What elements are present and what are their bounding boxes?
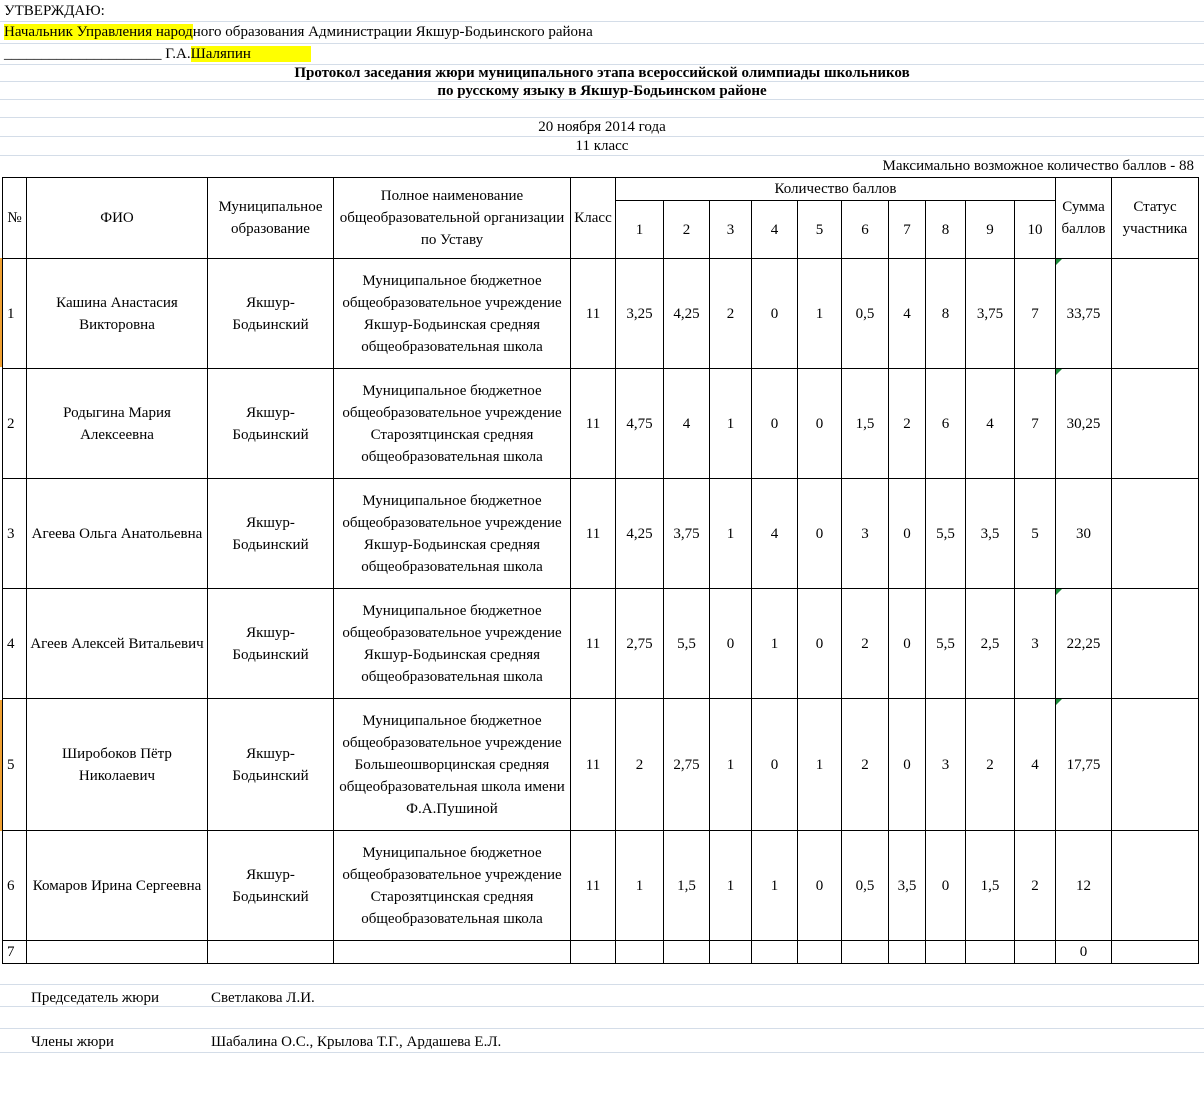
approver-position (4, 23, 1204, 41)
cell-score: 2 (616, 699, 664, 831)
cell-score (1015, 941, 1056, 964)
col-header-municipality: Муниципальное образование (208, 178, 334, 259)
cell-score: 5 (1015, 479, 1056, 589)
col-header-task: 10 (1015, 201, 1056, 259)
col-header-task: 2 (664, 201, 710, 259)
cell-num: 7 (3, 941, 27, 964)
cell-score: 4,25 (664, 259, 710, 369)
cell-score: 1,5 (664, 831, 710, 941)
cell-score: 5,5 (664, 589, 710, 699)
cell-municipality: Якшур-Бодьинский (208, 479, 334, 589)
cell-num: 4 (3, 589, 27, 699)
jury-chair-name: Светлакова Л.И. (211, 990, 315, 1006)
col-header-task: 3 (710, 201, 752, 259)
cell-score: 1 (798, 699, 842, 831)
cell-score (926, 941, 966, 964)
sheet-gridline (0, 43, 1204, 44)
cell-fio: Агеева Ольга Анатольевна (27, 479, 208, 589)
cell-class: 11 (571, 831, 616, 941)
cell-score: 1 (710, 831, 752, 941)
cell-score: 2,75 (664, 699, 710, 831)
cell-score: 3 (842, 479, 889, 589)
document-subtitle: по русскому языку в Якшур-Бодьинском районе (437, 83, 767, 99)
table-row (3, 941, 1199, 964)
col-header-task: 7 (889, 201, 926, 259)
cell-fio: Широбоков Пётр Николаевич (27, 699, 208, 831)
cell-num: 6 (3, 831, 27, 941)
cell-status (1112, 831, 1199, 941)
cell-total: 33,75 (1056, 259, 1112, 369)
cell-score: 2 (710, 259, 752, 369)
cell-score: 2 (842, 589, 889, 699)
col-header-status: Статус участника (1112, 178, 1199, 259)
cell-class: 11 (571, 369, 616, 479)
signature-name: Шаляпин (191, 46, 311, 62)
cell-score: 0 (798, 831, 842, 941)
cell-score: 1 (710, 369, 752, 479)
table-row (3, 479, 1199, 589)
cell-score: 0 (889, 479, 926, 589)
cell-total: 30 (1056, 479, 1112, 589)
cell-score: 2,5 (966, 589, 1015, 699)
cell-num: 2 (3, 369, 27, 479)
cell-score: 2 (842, 699, 889, 831)
cell-score: 8 (926, 259, 966, 369)
col-header-task: 8 (926, 201, 966, 259)
cell-score: 0 (798, 589, 842, 699)
cell-organization: Муниципальное бюджетное общеобразовательное учреждение Якшур-Бодьинская средняя общеобразовательная школа (334, 589, 571, 699)
cell-total: 22,25 (1056, 589, 1112, 699)
cell-score: 4 (1015, 699, 1056, 831)
cell-score: 4 (664, 369, 710, 479)
cell-organization: Муниципальное бюджетное общеобразовательное учреждение Старозятцинская средняя общеобразовательная школа (334, 369, 571, 479)
cell-organization: Муниципальное бюджетное общеобразовательное учреждение Якшур-Бодьинская средняя общеобразовательная школа (334, 479, 571, 589)
cell-score: 0 (752, 699, 798, 831)
cell-status (1112, 259, 1199, 369)
cell-status (1112, 369, 1199, 479)
cell-municipality: Якшур-Бодьинский (208, 369, 334, 479)
cell-score (752, 941, 798, 964)
sheet-gridline (0, 1052, 1204, 1053)
col-header-task: 6 (842, 201, 889, 259)
table-row (3, 259, 1199, 369)
cell-status (1112, 941, 1199, 964)
sheet-gridline (0, 1006, 1204, 1007)
cell-score: 1 (752, 589, 798, 699)
col-header-task: 5 (798, 201, 842, 259)
signature-line: _____________________ Г.А. (4, 46, 191, 62)
cell-score: 4 (889, 259, 926, 369)
cell-fio: Кашина Анастасия Викторовна (27, 259, 208, 369)
cell-score (664, 941, 710, 964)
cell-score (842, 941, 889, 964)
cell-score: 0 (752, 259, 798, 369)
cell-num: 3 (3, 479, 27, 589)
cell-score: 4,25 (616, 479, 664, 589)
col-header-task: 9 (966, 201, 1015, 259)
cell-score: 4,75 (616, 369, 664, 479)
jury-members-names: Шабалина О.С., Крылова Т.Г., Ардашева Е.Л. (211, 1034, 502, 1050)
cell-score: 1 (752, 831, 798, 941)
cell-score: 1 (710, 699, 752, 831)
cell-score: 2 (889, 369, 926, 479)
cell-score: 4 (752, 479, 798, 589)
col-header-organization: Полное наименование общеобразовательной организации по Уставу (334, 178, 571, 259)
cell-total: 12 (1056, 831, 1112, 941)
cell-score (798, 941, 842, 964)
table-row (3, 699, 1199, 831)
cell-total: 17,75 (1056, 699, 1112, 831)
cell-score: 3 (1015, 589, 1056, 699)
cell-score: 3,5 (889, 831, 926, 941)
cell-fio: Агеев Алексей Витальевич (27, 589, 208, 699)
cell-fio: Родыгина Мария Алексеевна (27, 369, 208, 479)
cell-municipality: Якшур-Бодьинский (208, 589, 334, 699)
jury-chair-label: Председатель жюри (31, 990, 160, 1006)
sheet-gridline (0, 984, 1204, 985)
cell-score: 1 (710, 479, 752, 589)
document-title: Протокол заседания жюри муниципального этапа всероссийской олимпиады школьников (294, 65, 910, 81)
cell-score: 2 (1015, 831, 1056, 941)
cell-score (966, 941, 1015, 964)
cell-score: 0 (926, 831, 966, 941)
cell-score: 7 (1015, 369, 1056, 479)
cell-score: 0 (889, 699, 926, 831)
cell-organization (334, 941, 571, 964)
cell-fio (27, 941, 208, 964)
max-score-note: Максимально возможное количество баллов - 88 (882, 158, 1194, 174)
header-row (3, 178, 1199, 201)
cell-class: 11 (571, 699, 616, 831)
cell-score: 0 (798, 369, 842, 479)
cell-score: 2 (966, 699, 1015, 831)
cell-class (571, 941, 616, 964)
col-header-task: 4 (752, 201, 798, 259)
grade-label: 11 класс (575, 138, 629, 154)
cell-organization: Муниципальное бюджетное общеобразовательное учреждение Якшур-Бодьинская средняя общеобразовательная школа (334, 259, 571, 369)
cell-score: 3,75 (966, 259, 1015, 369)
table-row (3, 369, 1199, 479)
cell-organization: Муниципальное бюджетное общеобразовательное учреждение Старозятцинская средняя общеобразовательная школа (334, 831, 571, 941)
cell-num: 1 (3, 259, 27, 369)
cell-score: 0 (798, 479, 842, 589)
cell-status (1112, 589, 1199, 699)
protocol-date: 20 ноября 2014 года (538, 119, 666, 135)
cell-score: 0 (710, 589, 752, 699)
jury-members-label: Члены жюри (31, 1034, 114, 1050)
cell-class: 11 (571, 259, 616, 369)
cell-score: 7 (1015, 259, 1056, 369)
cell-score: 1 (798, 259, 842, 369)
col-header-class: Класс (571, 178, 616, 259)
cell-num: 5 (3, 699, 27, 831)
cell-class: 11 (571, 479, 616, 589)
cell-municipality (208, 941, 334, 964)
cell-total: 30,25 (1056, 369, 1112, 479)
cell-score: 3,25 (616, 259, 664, 369)
cell-score: 0 (889, 589, 926, 699)
sheet-gridline (0, 1028, 1204, 1029)
cell-score (889, 941, 926, 964)
cell-organization: Муниципальное бюджетное общеобразовательное учреждение Большеошворцинская средняя общеобразовательная школа имени Ф.А.Пушиной (334, 699, 571, 831)
cell-status (1112, 479, 1199, 589)
approver-signature (4, 45, 1204, 63)
cell-score (710, 941, 752, 964)
cell-score: 3 (926, 699, 966, 831)
col-header-total: Сумма баллов (1056, 178, 1112, 259)
cell-fio: Комаров Ирина Сергеевна (27, 831, 208, 941)
cell-score (616, 941, 664, 964)
cell-score: 1,5 (966, 831, 1015, 941)
cell-score: 3,75 (664, 479, 710, 589)
cell-score: 0,5 (842, 831, 889, 941)
approver-position-rest: ного образования Администрации Якшур-Бодьинского района (192, 24, 593, 40)
sheet-gridline (0, 155, 1204, 156)
results-table (2, 177, 1199, 964)
cell-score: 4 (966, 369, 1015, 479)
cell-score: 1,5 (842, 369, 889, 479)
cell-class: 11 (571, 589, 616, 699)
cell-municipality: Якшур-Бодьинский (208, 831, 334, 941)
cell-score: 5,5 (926, 479, 966, 589)
col-header-num: № (3, 178, 27, 259)
col-header-points-group: Количество баллов (616, 178, 1056, 201)
cell-score: 5,5 (926, 589, 966, 699)
cell-score: 0,5 (842, 259, 889, 369)
cell-municipality: Якшур-Бодьинский (208, 259, 334, 369)
table-row (3, 831, 1199, 941)
cell-score: 2,75 (616, 589, 664, 699)
cell-score: 0 (752, 369, 798, 479)
cell-score: 6 (926, 369, 966, 479)
col-header-task: 1 (616, 201, 664, 259)
cell-score: 3,5 (966, 479, 1015, 589)
table-row (3, 589, 1199, 699)
approve-label: УТВЕРЖДАЮ: (4, 3, 105, 19)
cell-total: 0 (1056, 941, 1112, 964)
sheet-gridline (0, 21, 1204, 22)
approver-position-highlighted: Начальник Управления народ (4, 24, 193, 40)
cell-status (1112, 699, 1199, 831)
col-header-fio: ФИО (27, 178, 208, 259)
cell-score: 1 (616, 831, 664, 941)
cell-municipality: Якшур-Бодьинский (208, 699, 334, 831)
